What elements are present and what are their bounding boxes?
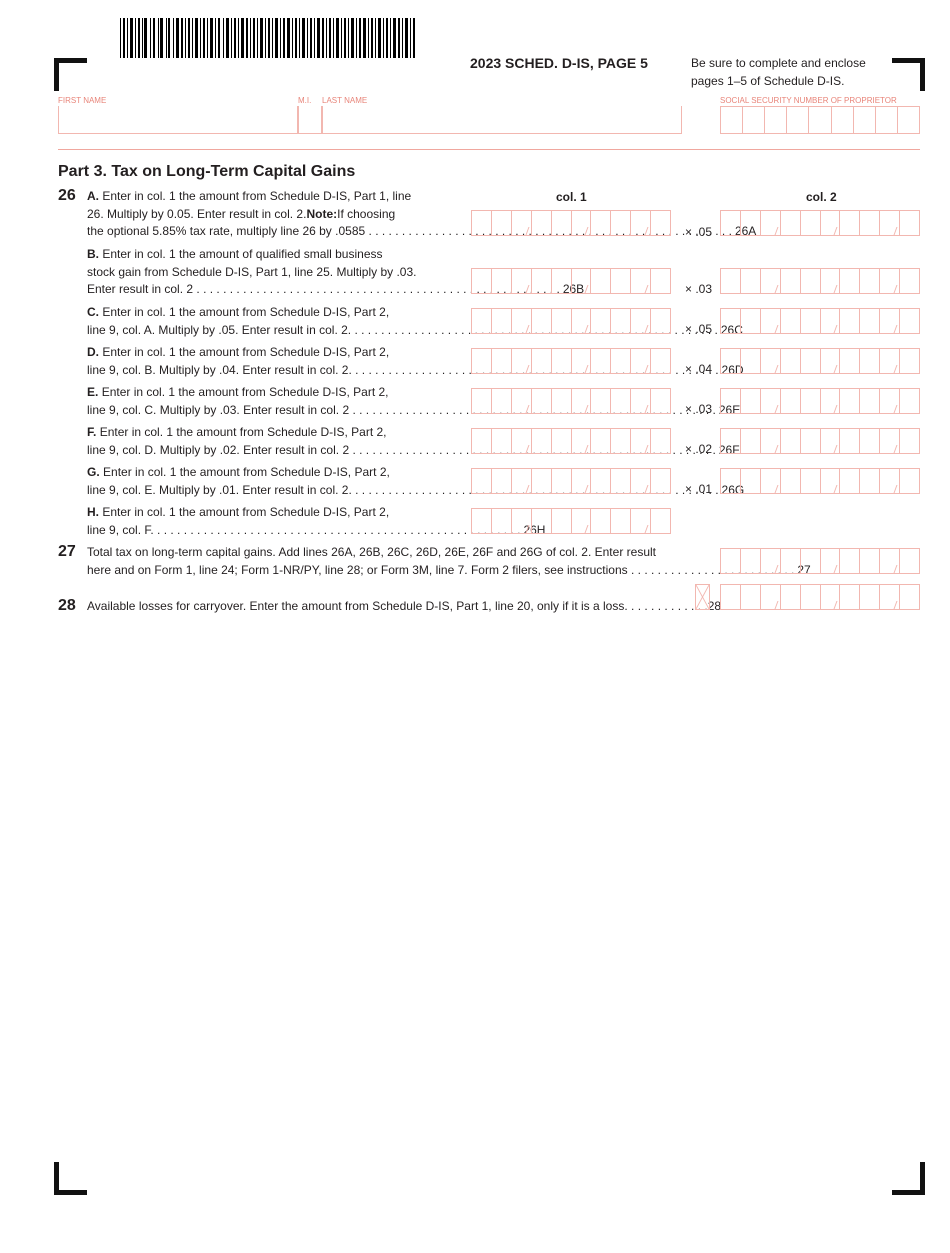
line-27-col2-input[interactable] bbox=[720, 548, 920, 574]
ssn-label: SOCIAL SECURITY NUMBER OF PROPRIETOR bbox=[720, 96, 897, 105]
line-26d-col2-input[interactable] bbox=[720, 348, 920, 374]
line-26e-col2-input[interactable] bbox=[720, 388, 920, 414]
line-26f-text: F. Enter in col. 1 the amount from Schedule D-IS, Part 2, line 9, col. D. Multiply by .02. Enter result in col. 2 . . . 26F bbox=[87, 424, 463, 459]
line-26a-col1-input[interactable] bbox=[471, 210, 671, 236]
line-27-number: 27 bbox=[58, 543, 76, 560]
line-26f-multiplier: × .02 bbox=[685, 442, 713, 456]
line-26a-text: A. Enter in col. 1 the amount from Schedule D-IS, Part 1, line 26. Multiply by 0.05. Enter result in col. 2. Note: If choosing the optional 5.85% tax rate, multiply line 26 by .0585 . . . 26A bbox=[87, 188, 463, 241]
line-28-number: 28 bbox=[58, 597, 76, 614]
line-26g-text: G. Enter in col. 1 the amount from Schedule D-IS, Part 2, line 9, col. E. Multiply by .01. Enter result in col. 2. . . . 26G bbox=[87, 464, 463, 499]
line-26a-multiplier: × .05 bbox=[685, 225, 713, 239]
line-26e-col1-input[interactable] bbox=[471, 388, 671, 414]
registration-mark-bottom-right bbox=[892, 1162, 925, 1195]
first-name-label: FIRST NAME bbox=[58, 96, 107, 105]
line-26d-multiplier: × .04 bbox=[685, 362, 713, 376]
middle-initial-label: M.I. bbox=[298, 96, 312, 105]
line-26a-col2-input[interactable] bbox=[720, 210, 920, 236]
line-26e-multiplier: × .03 bbox=[685, 402, 713, 416]
registration-mark-bottom-left bbox=[54, 1162, 87, 1195]
line-28-col2-input[interactable] bbox=[720, 584, 920, 610]
line-26f-col2-input[interactable] bbox=[720, 428, 920, 454]
line-26g-col2-input[interactable] bbox=[720, 468, 920, 494]
line-26c-text: C. Enter in col. 1 the amount from Schedule D-IS, Part 2, line 9, col. A. Multiply by .05. Enter result in col. 2. . . . 26C bbox=[87, 304, 463, 339]
col-2-header: col. 2 bbox=[806, 190, 837, 204]
first-name-field[interactable] bbox=[58, 106, 298, 134]
line-26g-multiplier: × .01 bbox=[685, 482, 713, 496]
line-28-text: Available losses for carryover. Enter the amount from Schedule D-IS, Part 1, line 20, only if it is a loss. . . . . . . . . . . . .28 bbox=[87, 599, 722, 613]
line-26b-col2-input[interactable] bbox=[720, 268, 920, 294]
line-26e-text: E. Enter in col. 1 the amount from Schedule D-IS, Part 2, line 9, col. C. Multiply by .03. Enter result in col. 2 . . . 26E bbox=[87, 384, 463, 419]
line-26h-col1-input[interactable] bbox=[471, 508, 671, 534]
form-barcode bbox=[120, 18, 415, 58]
line-27-text: Total tax on long-term capital gains. Add lines 26A, 26B, 26C, 26D, 26E, 26F and 26G of col. 2. Enter result here and on Form 1, line 24; Form 1-NR/PY, line 28; or Form 3M, line 7. Form 2 filers, see instructions . . . . . . . . . . . . . . . . . . . . . . . . . 27 bbox=[87, 545, 811, 577]
line-26g-col1-input[interactable] bbox=[471, 468, 671, 494]
registration-mark-top-right bbox=[892, 58, 925, 91]
registration-mark-top-left bbox=[54, 58, 87, 91]
line-26c-multiplier: × .05 bbox=[685, 322, 713, 336]
line-26d-col1-input[interactable] bbox=[471, 348, 671, 374]
part-3-title: Part 3. Tax on Long-Term Capital Gains bbox=[58, 163, 356, 180]
middle-initial-field[interactable] bbox=[298, 106, 322, 134]
line-26d-text: D. Enter in col. 1 the amount from Schedule D-IS, Part 2, line 9, col. B. Multiply by .04. Enter result in col. 2. . . . 26D bbox=[87, 344, 463, 379]
line-26-number: 26 bbox=[58, 187, 76, 204]
last-name-field[interactable] bbox=[322, 106, 682, 134]
line-26f-col1-input[interactable] bbox=[471, 428, 671, 454]
line-26c-col1-input[interactable] bbox=[471, 308, 671, 334]
last-name-label: LAST NAME bbox=[322, 96, 368, 105]
form-page-title: 2023 SCHED. D-IS, PAGE 5 bbox=[470, 55, 648, 71]
line-26b-text: B. Enter in col. 1 the amount of qualified small business stock gain from Schedule D-IS, Part 1, line 25. Multiply by .03. Enter result in col. 2 . . . 26B bbox=[87, 246, 463, 299]
line-26b-col1-input[interactable] bbox=[471, 268, 671, 294]
line-26h-text: H. Enter in col. 1 the amount from Schedule D-IS, Part 2, line 9, col. F. . . . 26H bbox=[87, 504, 463, 539]
loss-indicator-box[interactable] bbox=[695, 584, 710, 610]
line-26c-col2-input[interactable] bbox=[720, 308, 920, 334]
ssn-field[interactable] bbox=[720, 106, 920, 134]
col-1-header: col. 1 bbox=[556, 190, 587, 204]
line-26b-multiplier: × .03 bbox=[685, 282, 713, 296]
header-divider bbox=[58, 149, 920, 150]
enclose-pages-note: Be sure to complete and enclose pages 1–5 of Schedule D-IS. bbox=[691, 56, 866, 88]
